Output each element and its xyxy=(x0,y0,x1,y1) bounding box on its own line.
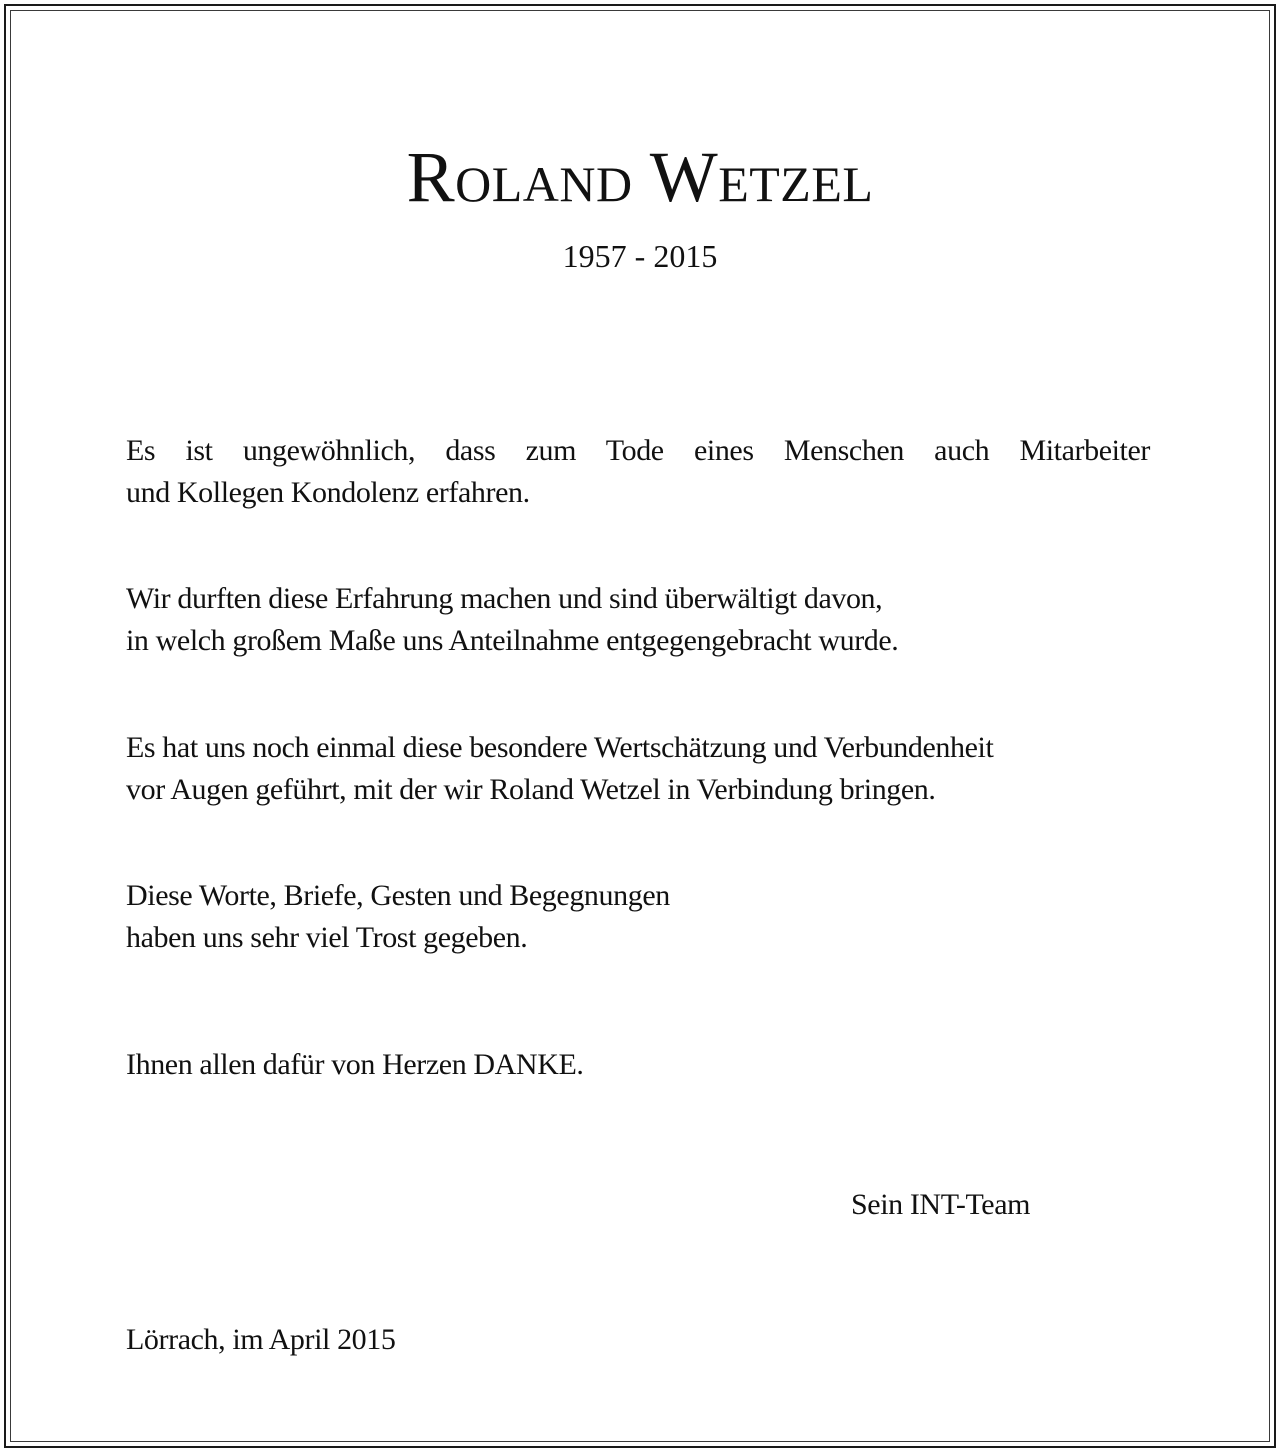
paragraph-line: und Kollegen Kondolenz erfahren. xyxy=(126,476,530,509)
paragraph-3 xyxy=(126,727,1166,811)
life-dates: 1957 - 2015 xyxy=(562,238,718,274)
paragraph-1 xyxy=(126,430,1166,514)
paragraph-line: in welch großem Maße uns Anteilnahme entgegengebracht wurde. xyxy=(126,624,899,657)
place-and-date: Lörrach, im April 2015 xyxy=(126,1323,396,1356)
paragraph-line: Ihnen allen dafür von Herzen DANKE. xyxy=(126,1048,584,1081)
paragraph-2 xyxy=(126,578,1166,662)
paragraph-line: Wir durften diese Erfahrung machen und sind überwältigt davon, xyxy=(126,582,883,615)
signature: Sein INT-Team xyxy=(851,1188,1031,1221)
inner-border xyxy=(10,10,1270,1442)
paragraph-line: vor Augen geführt, mit der wir Roland Wetzel in Verbindung bringen. xyxy=(126,773,936,806)
deceased-name: Roland Wetzel xyxy=(406,137,874,217)
paragraph-line: Es ist ungewöhnlich, dass zum Tode eines Menschen auch Mitarbeiter xyxy=(126,434,1150,467)
paragraph-4 xyxy=(126,875,1166,959)
paragraph-line: haben uns sehr viel Trost gegeben. xyxy=(126,921,528,954)
paragraph-5 xyxy=(126,1044,1166,1086)
paragraph-line: Es hat uns noch einmal diese besondere Wertschätzung und Verbundenheit xyxy=(126,731,994,764)
paragraph-line: Diese Worte, Briefe, Gesten und Begegnungen xyxy=(126,879,670,912)
